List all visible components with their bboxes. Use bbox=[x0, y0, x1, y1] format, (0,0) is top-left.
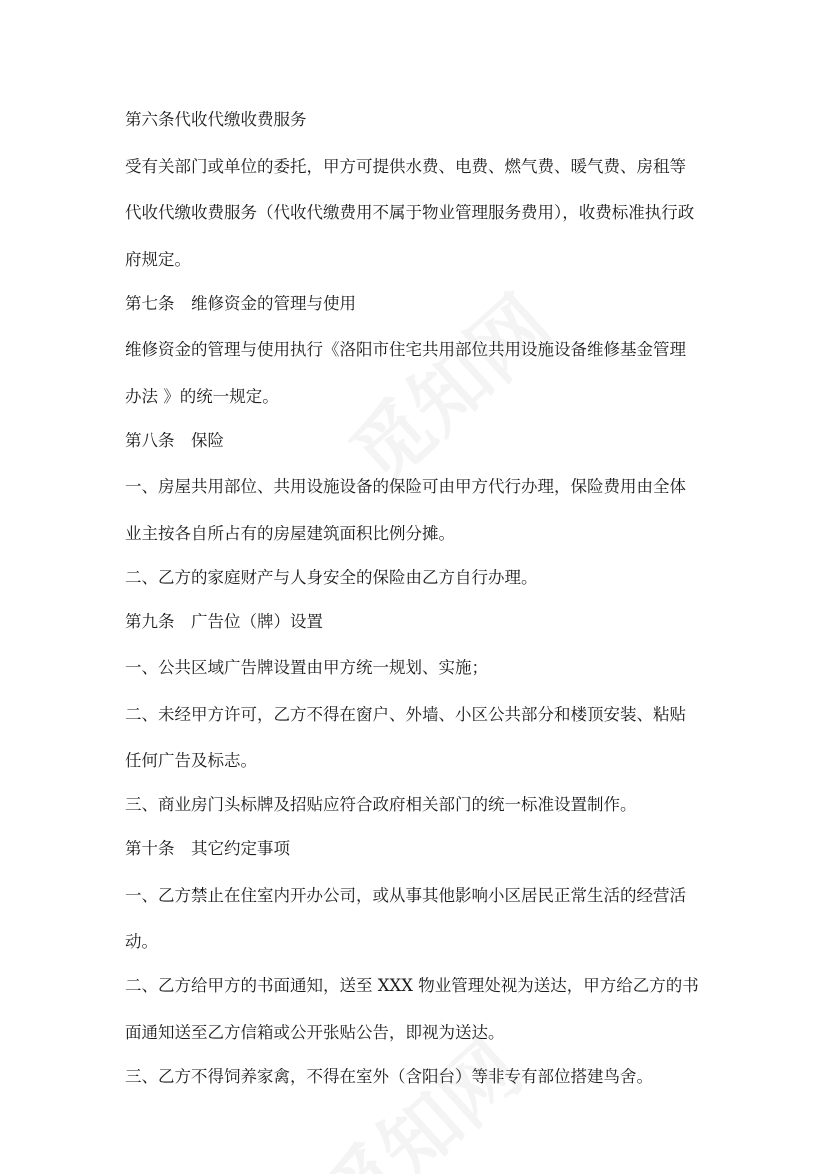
document-body bbox=[125, 108, 715, 1111]
paragraph-line: 维修资金的管理与使用执行《洛阳市住宅共用部位共用设施设备维修基金管理 bbox=[125, 340, 686, 359]
article-8-heading: 第八条 保险 bbox=[125, 430, 224, 450]
paragraph-line: 二、乙方给甲方的书面通知，送至 XXX 物业管理处视为送达，甲方给乙方的书 bbox=[125, 976, 699, 995]
paragraph-line: 动。 bbox=[125, 932, 158, 951]
paragraph-line: 代收代缴收费服务（代收代缴费用不属于物业管理服务费用），收费标准执行政 bbox=[125, 203, 695, 222]
paragraph-line: 二、未经甲方许可，乙方不得在窗户、外墙、小区公共部分和楼顶安装、粘贴 bbox=[125, 704, 686, 724]
paragraph-line: 三、乙方不得饲养家禽，不得在室外（含阳台）等非专有部位搭建鸟舍。 bbox=[125, 1066, 653, 1086]
paragraph-line: 面通知送至乙方信箱或公开张贴公告，即视为送达。 bbox=[125, 1022, 505, 1042]
article-7-heading: 第七条 维修资金的管理与使用 bbox=[125, 293, 356, 313]
paragraph-line: 一、房屋共用部位、共用设施设备的保险可由甲方代行办理，保险费用由全体 bbox=[125, 477, 686, 496]
paragraph-line: 一、乙方禁止在住室内开办公司，或从事其他影响小区居民正常生活的经营活 bbox=[125, 885, 686, 905]
paragraph-line: 一、公共区域广告牌设置由甲方统一规划、实施； bbox=[125, 658, 488, 677]
paragraph-line: 受有关部门或单位的委托，甲方可提供水费、电费、燃气费、暖气费、房租等 bbox=[125, 156, 686, 176]
article-10-heading: 第十条 其它约定事项 bbox=[125, 839, 290, 858]
paragraph-line: 办法 》的统一规定。 bbox=[125, 386, 279, 406]
paragraph-line: 府规定。 bbox=[125, 249, 191, 269]
paragraph-line: 任何广告及标志。 bbox=[125, 751, 257, 770]
paragraph-line: 三、商业房门头标牌及招贴应符合政府相关部门的统一标准设置制作。 bbox=[125, 795, 637, 814]
paragraph-line: 二、乙方的家庭财产与人身安全的保险由乙方自行办理。 bbox=[125, 567, 538, 587]
article-9-heading: 第九条 广告位（牌）设置 bbox=[125, 611, 323, 631]
paragraph-line: 业主按各自所占有的房屋建筑面积比例分摊。 bbox=[125, 523, 455, 543]
article-6-heading: 第六条代收代缴收费服务 bbox=[125, 110, 307, 129]
